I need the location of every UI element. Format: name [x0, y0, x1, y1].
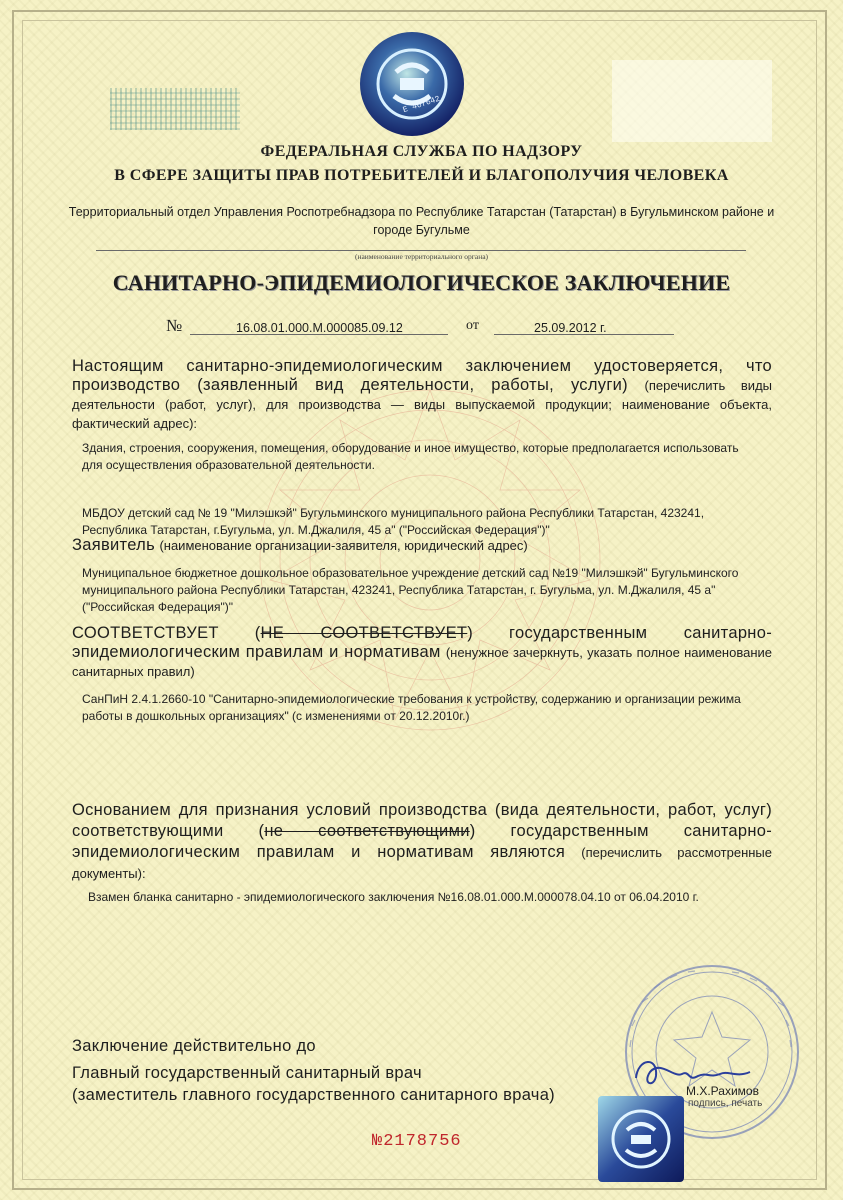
conformity-close-paren: ) — [467, 624, 474, 642]
hologram-code: Е 467642 — [401, 94, 442, 116]
intro-filled-activity: Здания, строения, сооружения, помещения, оборудование и иное имущество, которые предполагается использовать для осуществления образовательной деятельности. — [82, 441, 739, 472]
applicant-filled: Муниципальное бюджетное дошкольное образовательное учреждение детский сад №19 "Милэшкэй" Бугульминского муниципального района Республики Татарстан, 423241, Республика Татарстан, г. Бугульма, ул. М.Джалиля, 45 а" ("Российская Федерация")" — [82, 566, 739, 614]
conformity-rules-text: государственным санитарно-эпидемиологическим правилам и нормативам — [72, 624, 772, 661]
intro-text: Настоящим санитарно-эпидемиологическим заключением удостоверяется, что производство (заявленный вид деятельности, работы, услуги) — [72, 357, 772, 394]
applicant-label: Заявитель — [72, 536, 155, 554]
blank-serial-number: №2178756 — [372, 1132, 462, 1151]
rosette-watermark — [250, 380, 610, 740]
basis-hint: (перечислить рассмотренные документы): — [72, 845, 772, 881]
basis-text-2: ) государственным санитарно-эпидемиологическим правилам и нормативам являются — [72, 822, 773, 861]
chief-doctor-line-1: Главный государственный санитарный врач — [72, 1064, 422, 1082]
conformity-open-paren: ( — [254, 624, 261, 642]
basis-text-1: Основанием для признания условий производства (вида деятельности, работ, услуг) соответствующими ( — [72, 801, 772, 840]
certificate-date: 25.09.2012 г. — [534, 321, 607, 335]
security-patch-right — [612, 60, 772, 142]
basis-filled: Взамен бланка санитарно - эпидемиологического заключения №16.08.01.000.М.000078.04.10 от 06.04.2010 г. — [88, 890, 699, 904]
hologram-sticker-bottom — [596, 1094, 686, 1184]
intro-filled-object: МБДОУ детский сад № 19 "Милэшкэй" Бугульминского муниципального района Республики Татарстан, 423241, Республика Татарстан, г.Бугульма, ул. М.Джалиля, 45 а" ("Российская Федерация")" — [82, 506, 705, 537]
conformity-filled-sanpin: СанПиН 2.4.1.2660-10 "Санитарно-эпидемиологические требования к устройству, содержанию и организации режима работы в дошкольных организациях" (с изменениями от 20.12.2010г.) — [82, 692, 741, 723]
territorial-caption: (наименование территориального органа) — [354, 252, 489, 261]
number-label: № — [166, 316, 183, 335]
agency-line-1: ФЕДЕРАЛЬНАЯ СЛУЖБА ПО НАДЗОРУ — [260, 143, 583, 160]
signer-name: М.Х.Рахимов — [686, 1084, 759, 1098]
conforms-word: СООТВЕТСТВУЕТ — [72, 624, 219, 642]
basis-struck: не соответствующими — [264, 822, 470, 840]
applicant-line — [72, 536, 772, 555]
territorial-underline — [96, 250, 746, 251]
hologram-emblem-top — [358, 30, 466, 138]
valid-until-label: Заключение действительно до — [72, 1037, 316, 1055]
chief-doctor-line-2: (заместитель главного государственного санитарного врача) — [72, 1086, 555, 1104]
conformity-paragraph — [72, 624, 772, 681]
applicant-hint: (наименование организации-заявителя, юридический адрес) — [159, 538, 528, 553]
basis-paragraph — [72, 800, 772, 884]
conformity-hint: (ненужное зачеркнуть, указать полное наименование санитарных правил) — [72, 645, 772, 679]
document-title: САНИТАРНО-ЭПИДЕМИОЛОГИЧЕСКОЕ ЗАКЛЮЧЕНИЕ — [112, 270, 731, 295]
intro-paragraph — [72, 357, 772, 433]
territorial-line-1: Территориальный отдел Управления Роспотребнадзора по Республике Татарстан (Татарстан) в Бугульминском районе и — [68, 205, 775, 219]
territorial-line-2: городе Бугульме — [373, 223, 470, 237]
signature-caption: подпись, печать — [688, 1098, 763, 1109]
intro-hint: (перечислить виды деятельности (работ, услуг), для производства — виды выпускаемой продукции; наименование объекта, фактический адрес): — [72, 378, 772, 431]
guilloche-band-left — [110, 88, 240, 130]
certificate-number: 16.08.01.000.М.000085.09.12 — [236, 321, 403, 335]
agency-line-2: В СФЕРЕ ЗАЩИТЫ ПРАВ ПОТРЕБИТЕЛЕЙ И БЛАГОПОЛУЧИЯ ЧЕЛОВЕКА — [114, 167, 729, 184]
not-conforms-struck: НЕ СООТВЕТСТВУЕТ — [260, 624, 468, 642]
from-label: от — [466, 318, 479, 333]
